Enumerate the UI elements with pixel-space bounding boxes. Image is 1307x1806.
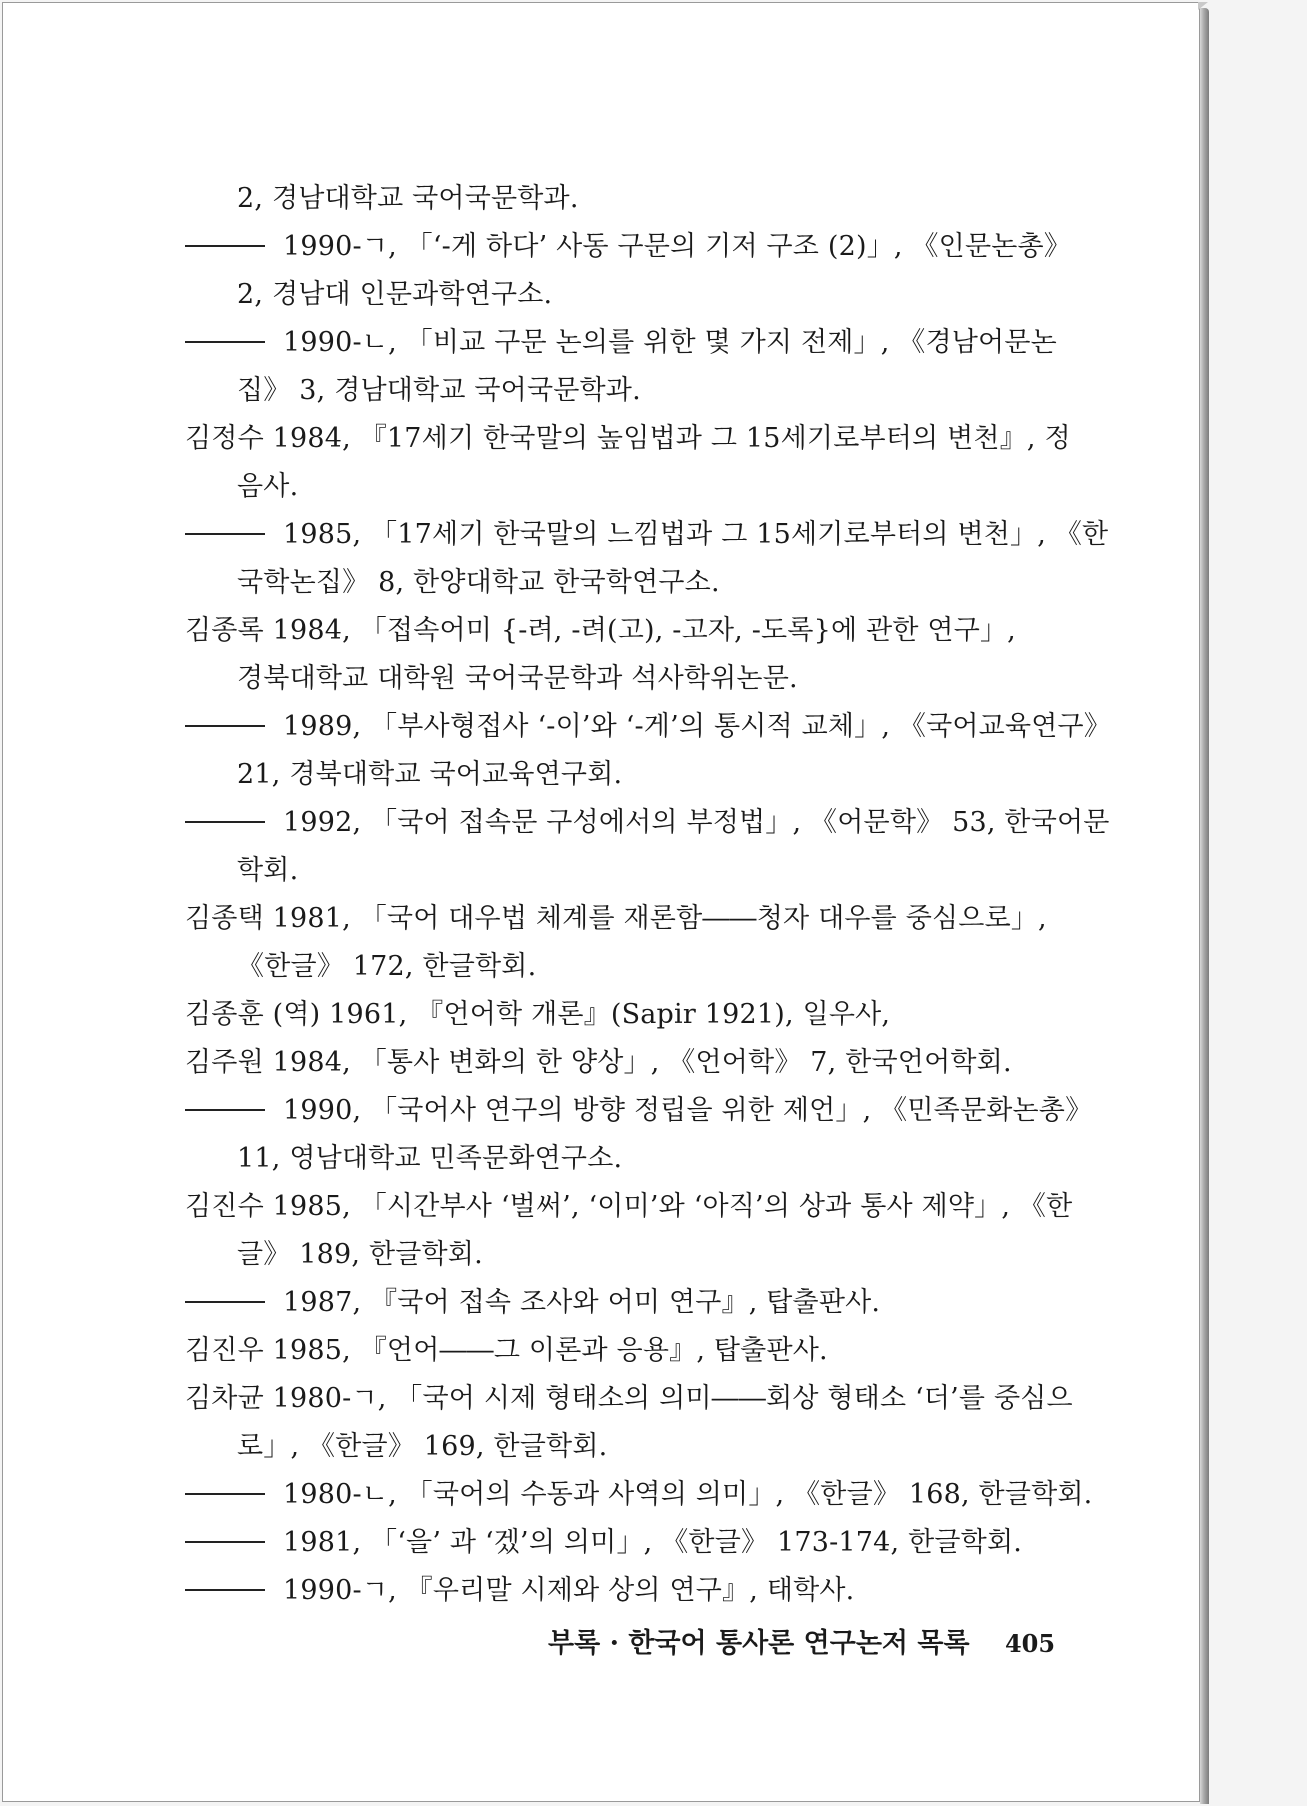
- bibliography-entry-continuation: [185, 511, 1109, 559]
- entry-text: 《한글》 172, 한글학회.: [237, 951, 537, 982]
- entry-text: 2, 경남대 인문과학연구소.: [237, 279, 553, 310]
- bibliography-entry-line: [185, 1039, 1085, 1087]
- entry-text: 경북대학교 대학원 국어국문학과 석사학위논문.: [237, 663, 798, 694]
- bibliography-entry-continuation: [185, 1519, 1085, 1567]
- bibliography-entry-continuation: [185, 1471, 1093, 1519]
- ditto-dash: [185, 1301, 265, 1303]
- bibliography-entry-line: [185, 415, 1085, 463]
- bibliography-entry-line: [185, 175, 1085, 223]
- page-number: 405: [1004, 1629, 1056, 1658]
- entry-text: 11, 영남대학교 민족문화연구소.: [237, 1143, 623, 1174]
- bibliography-entry-continuation: [185, 223, 1085, 271]
- ditto-dash: [185, 821, 265, 823]
- bibliography-entry-line: [185, 271, 1085, 319]
- entry-text: 로」, 《한글》 169, 한글학회.: [237, 1431, 608, 1462]
- entry-text: 1989, 「부사형접사 ‘-이’와 ‘-게’의 통시적 교체」, 《국어교육연구》: [283, 711, 1111, 742]
- entry-text: 1990-ㄱ, 「‘-게 하다’ 사동 구문의 기저 구조 (2)」, 《인문논총》: [283, 231, 1071, 262]
- entry-text: 1990-ㄱ, 『우리말 시제와 상의 연구』, 태학사.: [283, 1575, 855, 1606]
- bibliography-entry-line: [185, 991, 1085, 1039]
- bibliography-entry-line: [185, 1135, 1085, 1183]
- entry-text: 1981, 「‘을’ 과 ‘겠’의 의미」, 《한글》 173-174, 한글학회.: [283, 1527, 1023, 1558]
- entry-text: 1980-ㄴ, 「국어의 수동과 사역의 의미」, 《한글》 168, 한글학회.: [283, 1479, 1093, 1510]
- ditto-dash: [185, 1493, 265, 1495]
- ditto-dash: [185, 1541, 265, 1543]
- entry-text: 김진수 1985, 「시간부사 ‘벌써’, ‘이미’와 ‘아직’의 상과 통사 제약」, 《한: [185, 1191, 1073, 1222]
- entry-text: 김종택 1981, 「국어 대우법 체계를 재론함――청자 대우를 중심으로」,: [185, 903, 1047, 934]
- entry-text: 1990-ㄴ, 「비교 구문 논의를 위한 몇 가지 전제」, 《경남어문논: [283, 327, 1057, 358]
- bibliography-list: [185, 175, 1111, 1615]
- bibliography-entry-line: [185, 463, 1085, 511]
- entry-text: 1985, 「17세기 한국말의 느낌법과 그 15세기로부터의 변천」, 《한: [283, 519, 1109, 550]
- entry-text: 김종록 1984, 「접속어미 {-려, -려(고), -고자, -도록}에 관한 연구」,: [185, 615, 1016, 646]
- bibliography-entry-line: [185, 751, 1085, 799]
- bibliography-entry-continuation: [185, 1087, 1093, 1135]
- bibliography-entry-continuation: [185, 703, 1111, 751]
- entry-text: 김정수 1984, 『17세기 한국말의 높임법과 그 15세기로부터의 변천』, 정: [185, 423, 1071, 454]
- entry-text: 21, 경북대학교 국어교육연구회.: [237, 759, 623, 790]
- entry-text: 집》 3, 경남대학교 국어국문학과.: [237, 375, 641, 406]
- entry-text: 1992, 「국어 접속문 구성에서의 부정법」, 《어문학》 53, 한국어문: [283, 807, 1110, 838]
- bibliography-entry-line: [185, 607, 1085, 655]
- entry-text: 1987, 『국어 접속 조사와 어미 연구』, 탑출판사.: [283, 1287, 881, 1318]
- bibliography-entry-line: [185, 1327, 1085, 1375]
- bibliography-entry-line: [185, 559, 1085, 607]
- bibliography-entry-line: [185, 367, 1085, 415]
- ditto-dash: [185, 245, 265, 247]
- entry-text: 김종훈 (역) 1961, 『언어학 개론』(Sapir 1921), 일우사,: [185, 999, 891, 1030]
- ditto-dash: [185, 341, 265, 343]
- entry-text: 글》 189, 한글학회.: [237, 1239, 483, 1270]
- ditto-dash: [185, 533, 265, 535]
- ditto-dash: [185, 1589, 265, 1591]
- page-footer: [548, 1621, 1055, 1660]
- bibliography-entry-continuation: [185, 799, 1110, 847]
- bibliography-entry-line: [185, 847, 1085, 895]
- entry-text: 국학논집》 8, 한양대학교 한국학연구소.: [237, 567, 720, 598]
- page-stack-edge: [1200, 8, 1209, 1804]
- bibliography-entry-continuation: [185, 1279, 1085, 1327]
- entry-text: 학회.: [237, 855, 299, 886]
- bibliography-entry-line: [185, 655, 1085, 703]
- running-title: 부록 · 한국어 통사론 연구논저 목록: [548, 1628, 970, 1659]
- entry-text: 김차균 1980-ㄱ, 「국어 시제 형태소의 의미――회상 형태소 ‘더’를 중심으: [185, 1383, 1073, 1414]
- bibliography-entry-line: [185, 1231, 1085, 1279]
- bibliography-entry-line: [185, 1423, 1085, 1471]
- ditto-dash: [185, 1109, 265, 1111]
- bibliography-entry-line: [185, 1183, 1085, 1231]
- entry-text: 음사.: [237, 471, 299, 502]
- entry-text: 김진우 1985, 『언어――그 이론과 응용』, 탑출판사.: [185, 1335, 828, 1366]
- bibliography-entry-continuation: [185, 1567, 1085, 1615]
- bibliography-entry-line: [185, 895, 1085, 943]
- entry-text: 1990, 「국어사 연구의 방향 정립을 위한 제언」, 《민족문화논총》: [283, 1095, 1093, 1126]
- entry-text: 김주원 1984, 「통사 변화의 한 양상」, 《언어학》 7, 한국언어학회.: [185, 1047, 1012, 1078]
- book-page: [2, 2, 1200, 1802]
- bibliography-entry-line: [185, 1375, 1085, 1423]
- entry-text: 2, 경남대학교 국어국문학과.: [237, 183, 579, 214]
- bibliography-entry-line: [185, 943, 1085, 991]
- bibliography-entry-continuation: [185, 319, 1085, 367]
- ditto-dash: [185, 725, 265, 727]
